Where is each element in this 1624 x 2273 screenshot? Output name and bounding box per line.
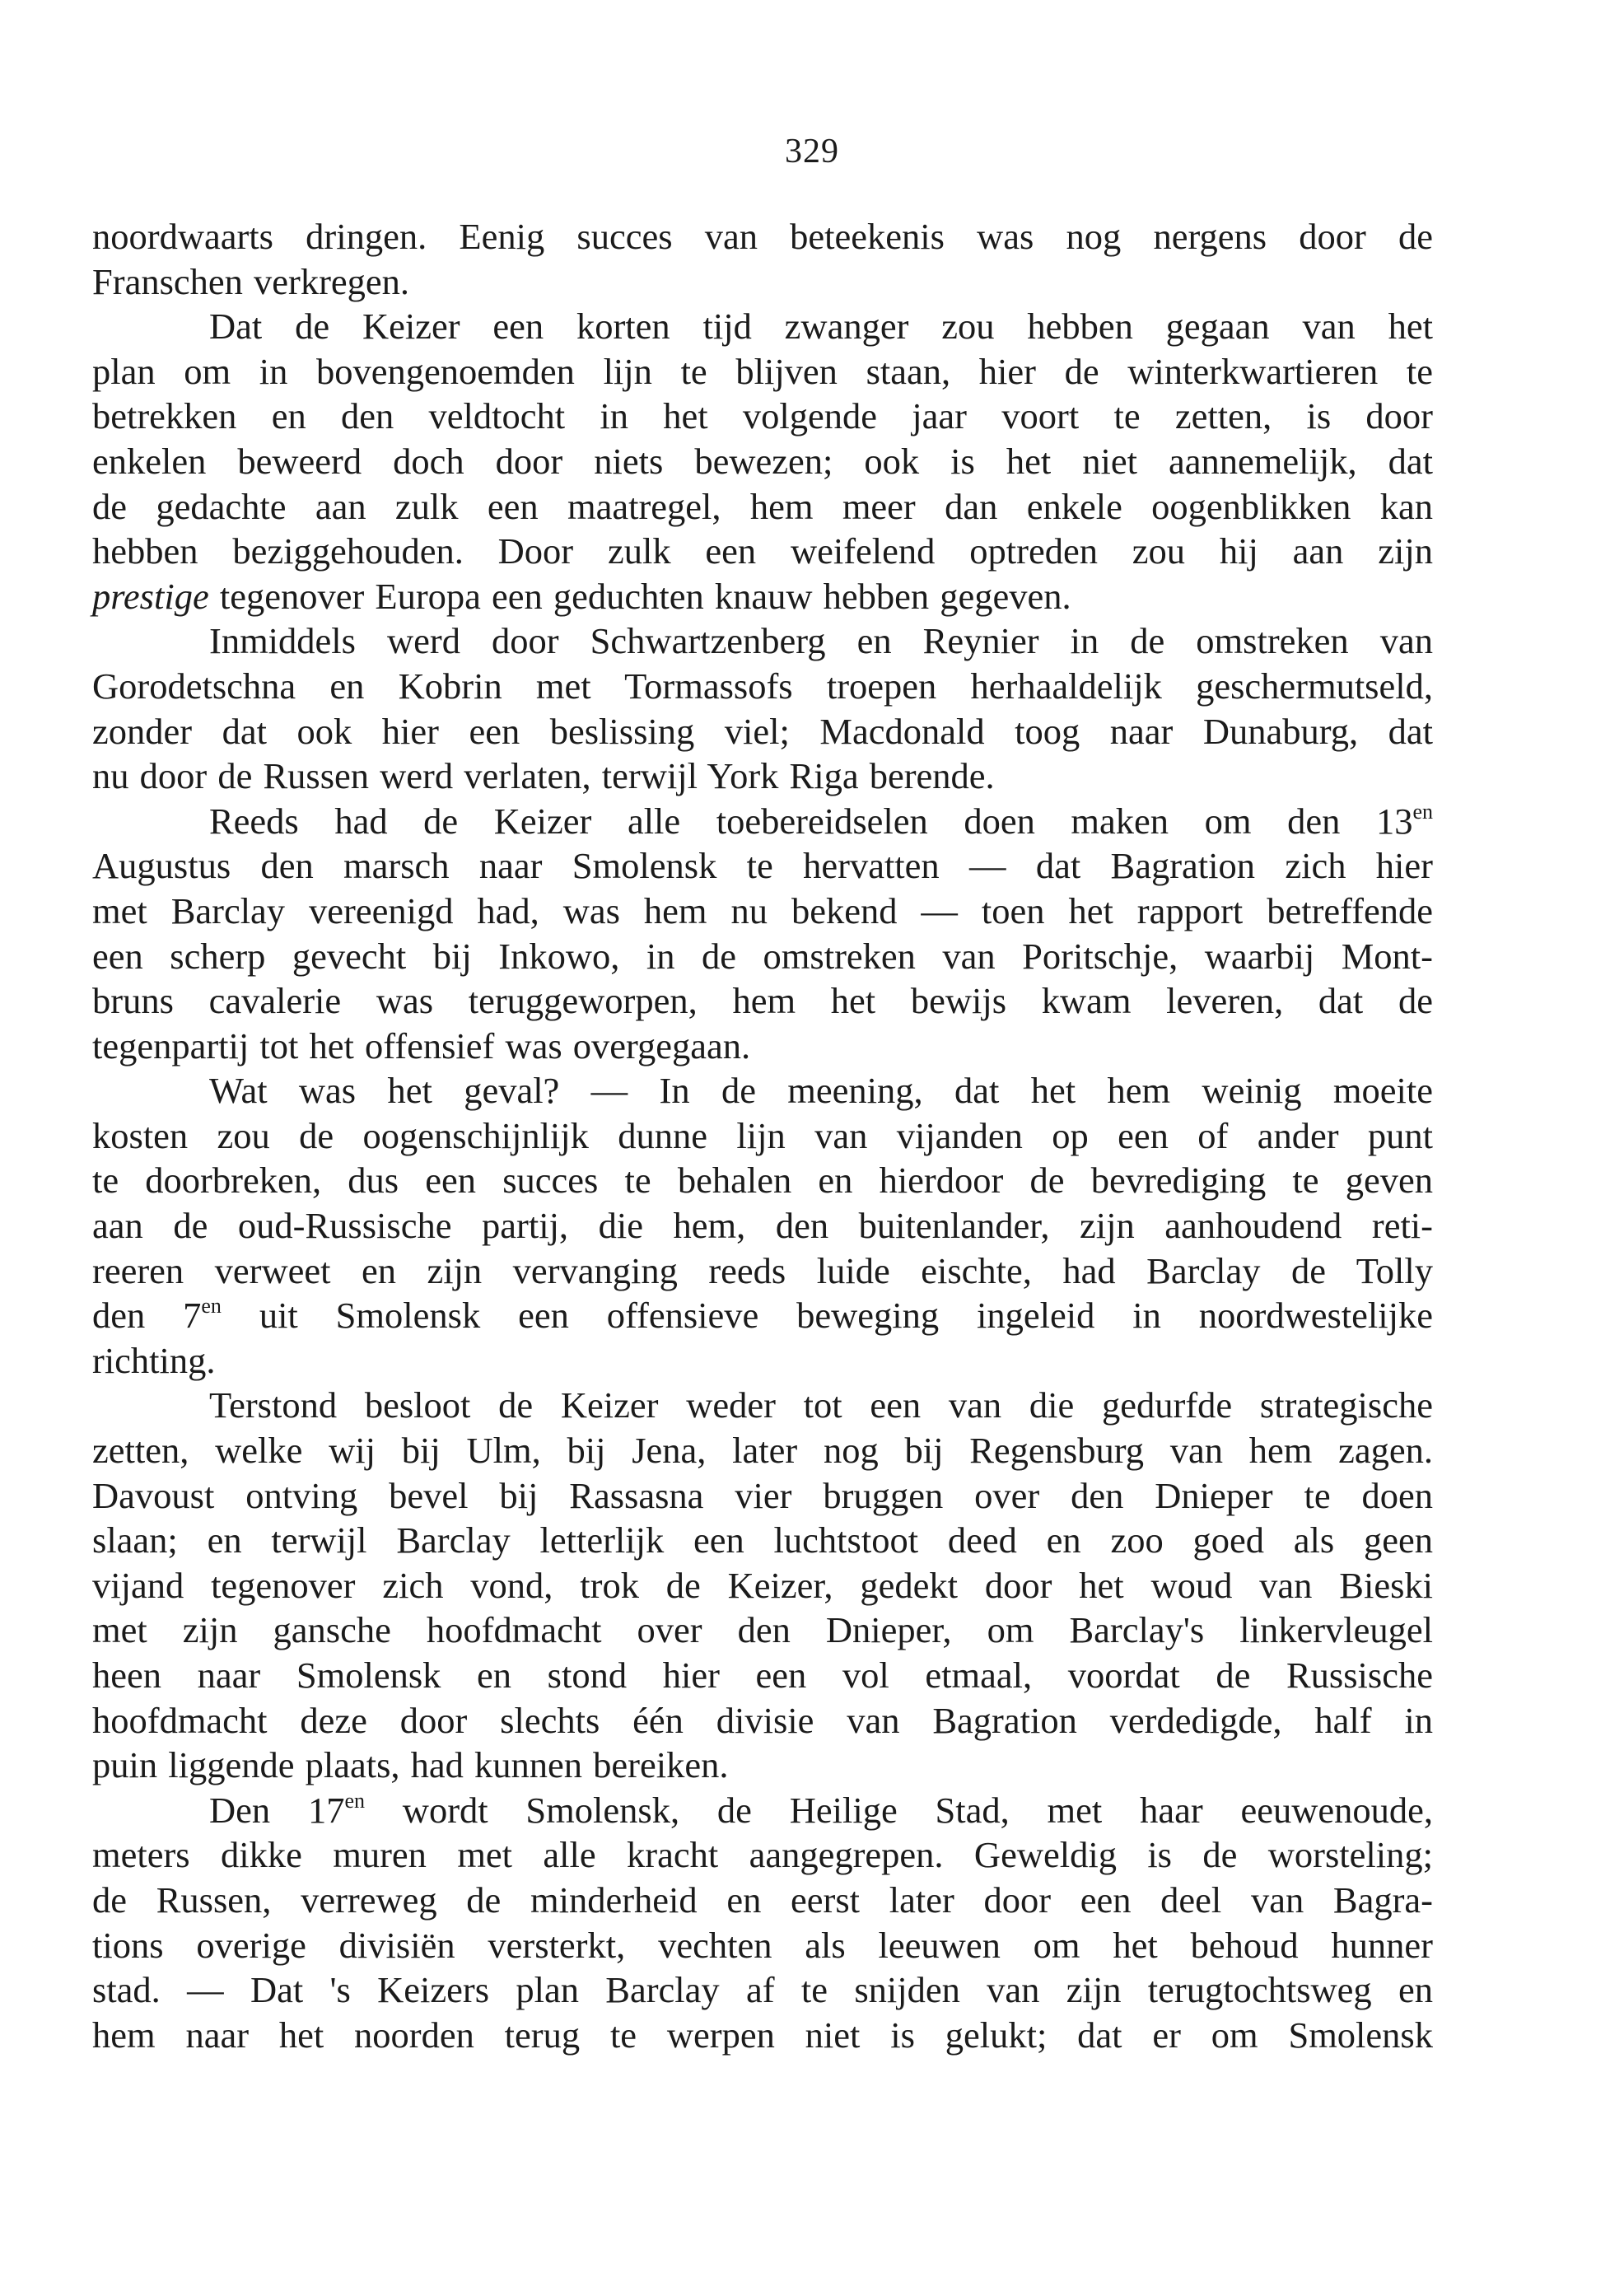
- text-line: meters dikke muren met alle kracht aangegrepen. Geweldig is de worsteling;: [92, 1834, 1433, 1876]
- text-line: puin liggende plaats, had kunnen bereiken.: [92, 1744, 729, 1786]
- text-line: [92, 799, 1433, 844]
- paragraph: [92, 1383, 1433, 1787]
- text-line: Davoust ontving bevel bij Rassasna vier bruggen over den Dnieper te doen: [92, 1474, 1433, 1516]
- text-line: hem naar het noorden terug te werpen niet is gelukt; dat er om Smolensk: [92, 2014, 1433, 2056]
- paragraph: [92, 214, 1433, 304]
- text-line: aan de oud-Russische partij, die hem, den buitenlander, zijn aanhoudend reti-: [92, 1205, 1433, 1247]
- text-line: hebben beziggehouden. Door zulk een weifelend optreden zou hij aan zijn: [92, 530, 1433, 572]
- text-fragment: den 7: [92, 1295, 202, 1337]
- paragraph: [92, 618, 1433, 798]
- text-line: met zijn gansche hoofdmacht over den Dnieper, om Barclay's linkervleugel: [92, 1609, 1433, 1651]
- text-line: nu door de Russen werd verlaten, terwijl York Riga berende.: [92, 755, 995, 797]
- text-line: betrekken en den veldtocht in het volgende jaar voort te zetten, is door: [92, 395, 1433, 437]
- text-line: Dat de Keizer een korten tijd zwanger zou hebben gegaan van het: [209, 306, 1433, 348]
- text-line: heen naar Smolensk en stond hier een vol etmaal, voordat de Russische: [92, 1655, 1433, 1696]
- text-line: te doorbreken, dus een succes te behalen en hierdoor de bevrediging te geven: [92, 1160, 1433, 1202]
- text-fragment: wordt Smolensk, de Heilige Stad, met haar eeuwenoude,: [365, 1789, 1433, 1831]
- text-fragment: Reeds had de Keizer alle toebereidselen doen maken om den 13: [209, 800, 1413, 842]
- text-line: Gorodetschna en Kobrin met Tormassofs troepen herhaaldelijk geschermutseld,: [92, 665, 1433, 707]
- body-text: [92, 214, 1433, 2057]
- text-line: tions overige divisiën versterkt, vechten als leeuwen om het behoud hunner: [92, 1924, 1433, 1966]
- text-line: Terstond besloot de Keizer weder tot een van die gedurfde strategische: [209, 1384, 1433, 1426]
- text-line: zetten, welke wij bij Ulm, bij Jena, later nog bij Regensburg van hem zagen.: [92, 1430, 1433, 1472]
- superscript: en: [201, 1294, 222, 1319]
- text-line: met Barclay vereenigd had, was hem nu bekend — toen het rapport betreffende: [92, 889, 1433, 931]
- text-line: plan om in bovengenoemden lijn te blijven staan, hier de winterkwartieren te: [92, 350, 1433, 392]
- paragraph: [92, 1788, 1433, 2058]
- text-line: zonder dat ook hier een beslissing viel; Macdonald toog naar Dunaburg, dat: [92, 710, 1433, 752]
- text-line: bruns cavalerie was teruggeworpen, hem het bewijs kwam leveren, dat de: [92, 980, 1433, 1022]
- text-line: slaan; en terwijl Barclay letterlijk een luchtstoot deed en zoo goed als geen: [92, 1519, 1433, 1561]
- text-line: Inmiddels werd door Schwartzenberg en Reynier in de omstreken van: [209, 620, 1433, 662]
- paragraph: [92, 799, 1433, 1069]
- italic-word: prestige: [92, 575, 209, 617]
- text-line: stad. — Dat 's Keizers plan Barclay af te snijden van zijn terugtochtsweg en: [92, 1969, 1433, 2011]
- page-number: 329: [785, 133, 839, 170]
- superscript: en: [344, 1788, 365, 1813]
- text-line: [92, 1293, 1433, 1338]
- text-line: Augustus den marsch naar Smolensk te hervatten — dat Bagration zich hier: [92, 845, 1433, 887]
- text-line: de gedachte aan zulk een maatregel, hem meer dan enkele oogenblikken kan: [92, 485, 1433, 527]
- text-line: hoofdmacht deze door slechts één divisie van Bagration verdedigde, half in: [92, 1699, 1433, 1741]
- text-line: Wat was het geval? — In de meening, dat het hem weinig moeite: [209, 1070, 1433, 1112]
- text-line: vijand tegenover zich vond, trok de Keizer, gedekt door het woud van Bieski: [92, 1564, 1433, 1606]
- text-line: richting.: [92, 1339, 216, 1381]
- text-line: [92, 574, 1433, 619]
- text-line: kosten zou de oogenschijnlijk dunne lijn van vijanden op een of ander punt: [92, 1114, 1433, 1156]
- text-line: de Russen, verreweg de minderheid en eerst later door een deel van Bagra-: [92, 1879, 1433, 1921]
- text-line: noordwaarts dringen. Eenig succes van beteekenis was nog nergens door de: [92, 216, 1433, 257]
- text-line: een scherp gevecht bij Inkowo, in de omstreken van Poritschje, waarbij Mont-: [92, 935, 1433, 977]
- text-line: enkelen beweerd doch door niets bewezen; ook is het niet aannemelijk, dat: [92, 440, 1433, 482]
- text-fragment: Den 17: [209, 1789, 345, 1831]
- text-fragment: tegenover Europa een geduchten knauw hebben gegeven.: [208, 575, 1071, 617]
- text-fragment: uit Smolensk een offensieve beweging ingeleid in noordwestelijke: [221, 1295, 1433, 1337]
- paragraph: [92, 1068, 1433, 1383]
- text-line: Franschen verkregen.: [92, 260, 410, 302]
- text-line: [92, 1788, 1433, 1833]
- text-line: tegenpartij tot het offensief was overgegaan.: [92, 1024, 751, 1066]
- superscript: en: [1412, 799, 1433, 824]
- paragraph: [92, 304, 1433, 618]
- text-line: reeren verweet en zijn vervanging reeds luide eischte, had Barclay de Tolly: [92, 1249, 1433, 1291]
